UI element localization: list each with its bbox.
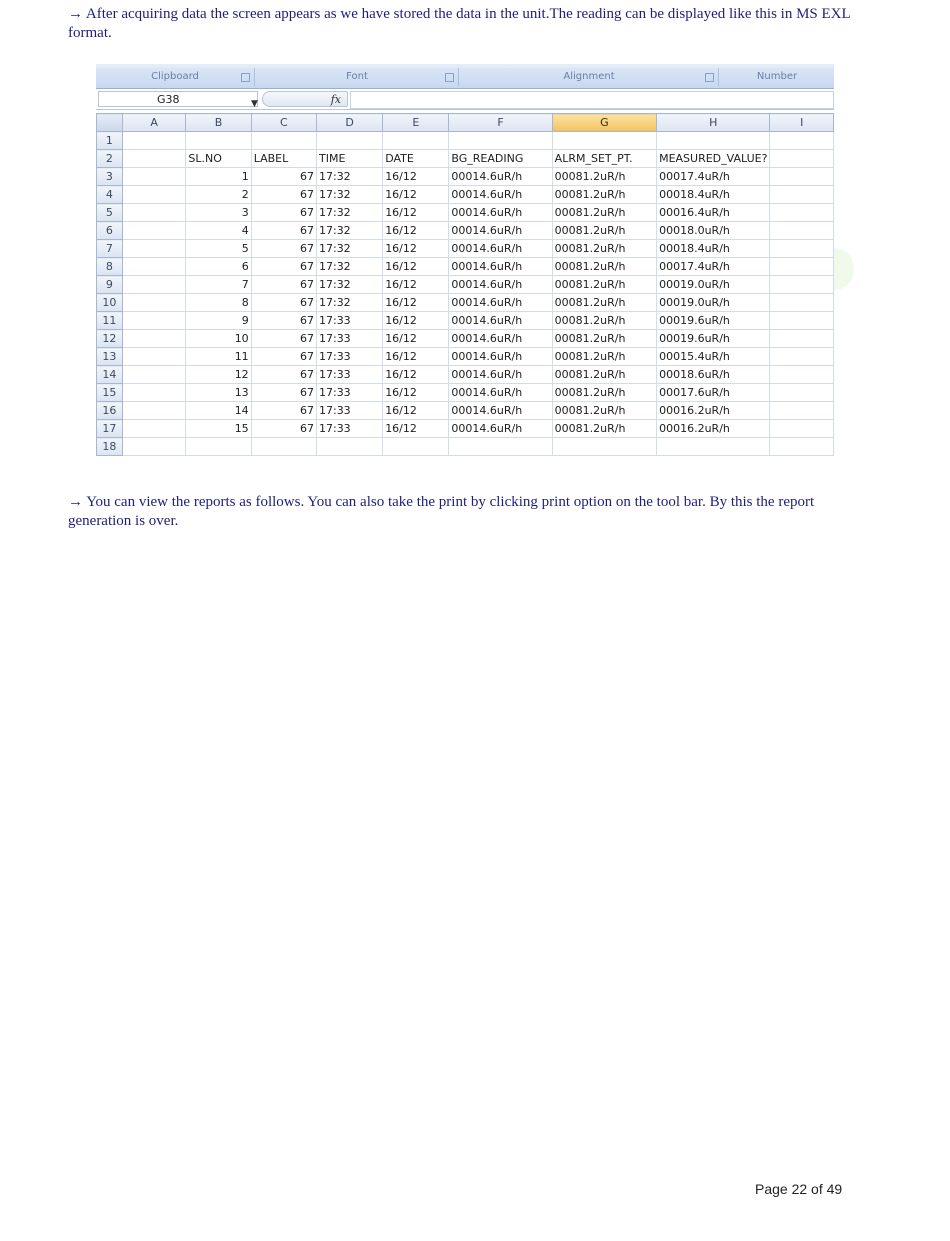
- name-box-value: G38: [157, 93, 180, 106]
- cell[interactable]: [770, 366, 834, 384]
- table-row: [97, 384, 834, 402]
- cell-time[interactable]: 17:32: [316, 240, 382, 258]
- cell-date[interactable]: 16/12: [383, 276, 449, 294]
- cell[interactable]: [122, 258, 186, 276]
- cell-alarm-set-point[interactable]: 00081.2uR/h: [552, 330, 656, 348]
- column-header-g-selected[interactable]: G: [552, 114, 656, 132]
- cell-date[interactable]: 16/12: [383, 348, 449, 366]
- cell-label[interactable]: 67: [251, 258, 316, 276]
- cell-time[interactable]: 17:32: [316, 276, 382, 294]
- cell[interactable]: [770, 312, 834, 330]
- cell-sl-no[interactable]: 12: [186, 366, 251, 384]
- row-header[interactable]: 12: [97, 330, 123, 348]
- cell-bg-reading[interactable]: 00014.6uR/h: [449, 240, 552, 258]
- cell-alarm-set-point[interactable]: 00081.2uR/h: [552, 312, 656, 330]
- cell[interactable]: [383, 132, 449, 150]
- cell-bg-reading[interactable]: 00014.6uR/h: [449, 294, 552, 312]
- table-row: [97, 168, 834, 186]
- row-header[interactable]: 14: [97, 366, 123, 384]
- cell[interactable]: [122, 294, 186, 312]
- cell-time[interactable]: 17:33: [316, 348, 382, 366]
- name-box[interactable]: [98, 91, 258, 107]
- cell-alarm-set-point[interactable]: 00081.2uR/h: [552, 222, 656, 240]
- dialog-launcher-icon[interactable]: [445, 73, 454, 82]
- table-row: [97, 330, 834, 348]
- cell-sl-no[interactable]: 11: [186, 348, 251, 366]
- cell-label[interactable]: 67: [251, 168, 316, 186]
- cell-sl-no[interactable]: 7: [186, 276, 251, 294]
- row-header[interactable]: 2: [97, 150, 123, 168]
- cell-measured-value[interactable]: 00017.4uR/h: [657, 258, 770, 276]
- cell-date-header[interactable]: DATE: [383, 150, 449, 168]
- cell-alarm-set-point[interactable]: 00081.2uR/h: [552, 186, 656, 204]
- fx-icon: fx: [330, 93, 341, 106]
- row-header[interactable]: 3: [97, 168, 123, 186]
- cell-time-header[interactable]: TIME: [316, 150, 382, 168]
- cell[interactable]: [122, 438, 186, 456]
- cell-measured-value[interactable]: 00018.4uR/h: [657, 186, 770, 204]
- cell[interactable]: [122, 366, 186, 384]
- cell[interactable]: [316, 438, 382, 456]
- cell-time[interactable]: 17:32: [316, 294, 382, 312]
- cell-label[interactable]: 67: [251, 366, 316, 384]
- cell-measured-value[interactable]: 00016.2uR/h: [657, 402, 770, 420]
- cell-bg-reading[interactable]: 00014.6uR/h: [449, 384, 552, 402]
- ribbon-group-number[interactable]: [720, 68, 834, 86]
- cell-measured-value[interactable]: 00015.4uR/h: [657, 348, 770, 366]
- cell-date[interactable]: 16/12: [383, 222, 449, 240]
- cell[interactable]: [770, 384, 834, 402]
- cell[interactable]: [552, 132, 656, 150]
- cell-bg-reading[interactable]: 00014.6uR/h: [449, 366, 552, 384]
- cell-bg-reading-header[interactable]: BG_READING: [449, 150, 552, 168]
- cell[interactable]: [122, 276, 186, 294]
- cell-bg-reading[interactable]: 00014.6uR/h: [449, 222, 552, 240]
- select-all-corner[interactable]: [97, 114, 123, 132]
- cell-date[interactable]: 16/12: [383, 204, 449, 222]
- cell-sl-no-header[interactable]: SL.NO: [186, 150, 251, 168]
- cell-alarm-set-point[interactable]: 00081.2uR/h: [552, 420, 656, 438]
- cell[interactable]: [770, 240, 834, 258]
- row-header[interactable]: 16: [97, 402, 123, 420]
- cell-bg-reading[interactable]: 00014.6uR/h: [449, 402, 552, 420]
- cell-time[interactable]: 17:33: [316, 330, 382, 348]
- cell[interactable]: [251, 438, 316, 456]
- cell-date[interactable]: 16/12: [383, 258, 449, 276]
- cell[interactable]: [122, 330, 186, 348]
- cell-date[interactable]: 16/12: [383, 168, 449, 186]
- cell-time[interactable]: 17:32: [316, 258, 382, 276]
- cell[interactable]: [770, 132, 834, 150]
- cell[interactable]: [657, 438, 770, 456]
- row-header[interactable]: 13: [97, 348, 123, 366]
- cell-bg-reading[interactable]: 00014.6uR/h: [449, 348, 552, 366]
- ribbon-group-label: Alignment: [563, 71, 615, 82]
- cell[interactable]: [122, 168, 186, 186]
- cell[interactable]: [552, 438, 656, 456]
- insert-function-button[interactable]: [262, 91, 348, 107]
- cell-label[interactable]: 67: [251, 276, 316, 294]
- cell-bg-reading[interactable]: 00014.6uR/h: [449, 168, 552, 186]
- cell-sl-no[interactable]: 13: [186, 384, 251, 402]
- cell-measured-value[interactable]: 00019.6uR/h: [657, 312, 770, 330]
- intro-paragraph: → After acquiring data the screen appears as we have stored the data in the unit.The reading can be displayed like this in MS EXL format.: [68, 6, 851, 41]
- cell-date[interactable]: 16/12: [383, 240, 449, 258]
- cell-bg-reading[interactable]: 00014.6uR/h: [449, 330, 552, 348]
- cell-sl-no[interactable]: 2: [186, 186, 251, 204]
- cell-label[interactable]: 67: [251, 204, 316, 222]
- cell-label[interactable]: 67: [251, 402, 316, 420]
- row-header[interactable]: 10: [97, 294, 123, 312]
- cell-alarm-set-point[interactable]: 00081.2uR/h: [552, 294, 656, 312]
- cell-measured-value[interactable]: 00019.0uR/h: [657, 294, 770, 312]
- cell-date[interactable]: 16/12: [383, 366, 449, 384]
- cell[interactable]: [122, 348, 186, 366]
- table-row: [97, 222, 834, 240]
- cell-label-header[interactable]: LABEL: [251, 150, 316, 168]
- table-row: [97, 402, 834, 420]
- table-row: [97, 204, 834, 222]
- ribbon: [96, 64, 834, 89]
- ribbon-group-font[interactable]: [256, 68, 459, 86]
- column-header-c[interactable]: C: [251, 114, 316, 132]
- cell[interactable]: [657, 132, 770, 150]
- cell-time[interactable]: 17:32: [316, 186, 382, 204]
- cell-measured-value[interactable]: 00019.6uR/h: [657, 330, 770, 348]
- cell-sl-no[interactable]: 6: [186, 258, 251, 276]
- row-header[interactable]: 18: [97, 438, 123, 456]
- cell[interactable]: [770, 276, 834, 294]
- column-header-i[interactable]: I: [770, 114, 834, 132]
- cell[interactable]: [770, 438, 834, 456]
- row-header[interactable]: 5: [97, 204, 123, 222]
- cell[interactable]: [770, 150, 834, 168]
- cell-measured-value-header[interactable]: MEASURED_VALUE?: [657, 150, 770, 168]
- cell-sl-no[interactable]: 3: [186, 204, 251, 222]
- cell[interactable]: [122, 312, 186, 330]
- cell-alarm-set-point[interactable]: 00081.2uR/h: [552, 276, 656, 294]
- cell[interactable]: [449, 438, 552, 456]
- row-header[interactable]: 15: [97, 384, 123, 402]
- cell-date[interactable]: 16/12: [383, 186, 449, 204]
- cell-label[interactable]: 67: [251, 186, 316, 204]
- row-header[interactable]: 4: [97, 186, 123, 204]
- cell[interactable]: [186, 132, 251, 150]
- cell-bg-reading[interactable]: 00014.6uR/h: [449, 204, 552, 222]
- ribbon-group-alignment[interactable]: [460, 68, 719, 86]
- cell-alarm-set-point[interactable]: 00081.2uR/h: [552, 348, 656, 366]
- cell-date[interactable]: 16/12: [383, 420, 449, 438]
- cell-label[interactable]: 67: [251, 312, 316, 330]
- cell-date[interactable]: 16/12: [383, 330, 449, 348]
- row-header[interactable]: 9: [97, 276, 123, 294]
- cell-label[interactable]: 67: [251, 420, 316, 438]
- table-row: [97, 186, 834, 204]
- cell[interactable]: [770, 294, 834, 312]
- cell[interactable]: [122, 402, 186, 420]
- cell-alarm-set-point[interactable]: 00081.2uR/h: [552, 402, 656, 420]
- cell[interactable]: [770, 168, 834, 186]
- formula-input[interactable]: [350, 91, 834, 109]
- table-row: [97, 240, 834, 258]
- cell-alarm-set-point-header[interactable]: ALRM_SET_PT.: [552, 150, 656, 168]
- cell-time[interactable]: 17:32: [316, 222, 382, 240]
- row-header[interactable]: 7: [97, 240, 123, 258]
- cell[interactable]: [770, 402, 834, 420]
- cell-date[interactable]: 16/12: [383, 312, 449, 330]
- table-row: [97, 420, 834, 438]
- cell-label[interactable]: 67: [251, 384, 316, 402]
- cell-time[interactable]: 17:32: [316, 168, 382, 186]
- cell[interactable]: [770, 258, 834, 276]
- cell[interactable]: [383, 438, 449, 456]
- cell[interactable]: [122, 186, 186, 204]
- cell[interactable]: [122, 240, 186, 258]
- cell[interactable]: [316, 132, 382, 150]
- cell-time[interactable]: 17:33: [316, 384, 382, 402]
- cell-measured-value[interactable]: 00018.4uR/h: [657, 240, 770, 258]
- cell[interactable]: [122, 420, 186, 438]
- dialog-launcher-icon[interactable]: [705, 73, 714, 82]
- cell-sl-no[interactable]: 9: [186, 312, 251, 330]
- cell-time[interactable]: 17:33: [316, 312, 382, 330]
- cell-measured-value[interactable]: 00019.0uR/h: [657, 276, 770, 294]
- cell-bg-reading[interactable]: 00014.6uR/h: [449, 276, 552, 294]
- cell-label[interactable]: 67: [251, 240, 316, 258]
- cell-label[interactable]: 67: [251, 222, 316, 240]
- cell-date[interactable]: 16/12: [383, 294, 449, 312]
- cell-label[interactable]: 67: [251, 294, 316, 312]
- cell[interactable]: [770, 420, 834, 438]
- column-header-b[interactable]: B: [186, 114, 251, 132]
- cell[interactable]: [186, 438, 251, 456]
- column-header-row: [97, 114, 834, 132]
- column-header-a[interactable]: A: [122, 114, 186, 132]
- table-row: [97, 294, 834, 312]
- cell-label[interactable]: 67: [251, 348, 316, 366]
- cell-measured-value[interactable]: 00016.2uR/h: [657, 420, 770, 438]
- column-header-d[interactable]: D: [316, 114, 382, 132]
- decorative-mark: [834, 248, 854, 290]
- cell-alarm-set-point[interactable]: 00081.2uR/h: [552, 204, 656, 222]
- cell[interactable]: [770, 330, 834, 348]
- cell-sl-no[interactable]: 10: [186, 330, 251, 348]
- excel-screenshot: [96, 64, 834, 456]
- row-header[interactable]: 1: [97, 132, 123, 150]
- cell-date[interactable]: 16/12: [383, 384, 449, 402]
- cell-date[interactable]: 16/12: [383, 402, 449, 420]
- ribbon-group-clipboard[interactable]: [96, 68, 255, 86]
- table-row: [97, 258, 834, 276]
- cell-bg-reading[interactable]: 00014.6uR/h: [449, 420, 552, 438]
- page-number: Page 22 of 49: [755, 1181, 843, 1197]
- cell-measured-value[interactable]: 00017.4uR/h: [657, 168, 770, 186]
- cell-sl-no[interactable]: 15: [186, 420, 251, 438]
- column-header-f[interactable]: F: [449, 114, 552, 132]
- cell-measured-value[interactable]: 00017.6uR/h: [657, 384, 770, 402]
- table-row: [97, 276, 834, 294]
- cell-sl-no[interactable]: 8: [186, 294, 251, 312]
- table-header-row: [97, 150, 834, 168]
- table-row: [97, 312, 834, 330]
- cell[interactable]: [770, 348, 834, 366]
- row-header[interactable]: 8: [97, 258, 123, 276]
- formula-bar: [96, 89, 834, 110]
- cell-alarm-set-point[interactable]: 00081.2uR/h: [552, 240, 656, 258]
- cell-alarm-set-point[interactable]: 00081.2uR/h: [552, 366, 656, 384]
- cell[interactable]: [122, 222, 186, 240]
- row-header[interactable]: 11: [97, 312, 123, 330]
- cell[interactable]: [122, 150, 186, 168]
- cell[interactable]: [449, 132, 552, 150]
- cell-sl-no[interactable]: 1: [186, 168, 251, 186]
- column-header-e[interactable]: E: [383, 114, 449, 132]
- table-row: [97, 366, 834, 384]
- row-header[interactable]: 17: [97, 420, 123, 438]
- cell-measured-value[interactable]: 00018.6uR/h: [657, 366, 770, 384]
- cell-sl-no[interactable]: 5: [186, 240, 251, 258]
- cell[interactable]: [122, 132, 186, 150]
- cell[interactable]: [770, 222, 834, 240]
- table-row: [97, 348, 834, 366]
- cell[interactable]: [770, 204, 834, 222]
- cell-label[interactable]: 67: [251, 330, 316, 348]
- cell-time[interactable]: 17:33: [316, 420, 382, 438]
- cell-time[interactable]: 17:32: [316, 204, 382, 222]
- chevron-down-icon[interactable]: ▼: [251, 99, 258, 109]
- cell-bg-reading[interactable]: 00014.6uR/h: [449, 186, 552, 204]
- report-paragraph: → You can view the reports as follows. You can also take the print by clicking print option on the tool bar. By this the report generation is over.: [68, 494, 815, 529]
- cell[interactable]: [122, 204, 186, 222]
- cell-measured-value[interactable]: 00016.4uR/h: [657, 204, 770, 222]
- cell[interactable]: [251, 132, 316, 150]
- spreadsheet-grid[interactable]: [96, 113, 834, 456]
- ribbon-group-label: Clipboard: [151, 71, 199, 82]
- column-header-h[interactable]: H: [657, 114, 770, 132]
- cell-bg-reading[interactable]: 00014.6uR/h: [449, 312, 552, 330]
- ribbon-group-label: Number: [756, 71, 798, 82]
- cell[interactable]: [122, 384, 186, 402]
- dialog-launcher-icon[interactable]: [241, 73, 250, 82]
- table-row: [97, 438, 834, 456]
- table-row: [97, 132, 834, 150]
- row-header[interactable]: 6: [97, 222, 123, 240]
- cell-time[interactable]: 17:33: [316, 402, 382, 420]
- cell-alarm-set-point[interactable]: 00081.2uR/h: [552, 384, 656, 402]
- cell[interactable]: [770, 186, 834, 204]
- cell-sl-no[interactable]: 14: [186, 402, 251, 420]
- cell-time[interactable]: 17:33: [316, 366, 382, 384]
- cell-bg-reading[interactable]: 00014.6uR/h: [449, 258, 552, 276]
- cell-alarm-set-point[interactable]: 00081.2uR/h: [552, 168, 656, 186]
- cell-measured-value[interactable]: 00018.0uR/h: [657, 222, 770, 240]
- cell-sl-no[interactable]: 4: [186, 222, 251, 240]
- ribbon-group-label: Font: [346, 71, 368, 82]
- cell-alarm-set-point[interactable]: 00081.2uR/h: [552, 258, 656, 276]
